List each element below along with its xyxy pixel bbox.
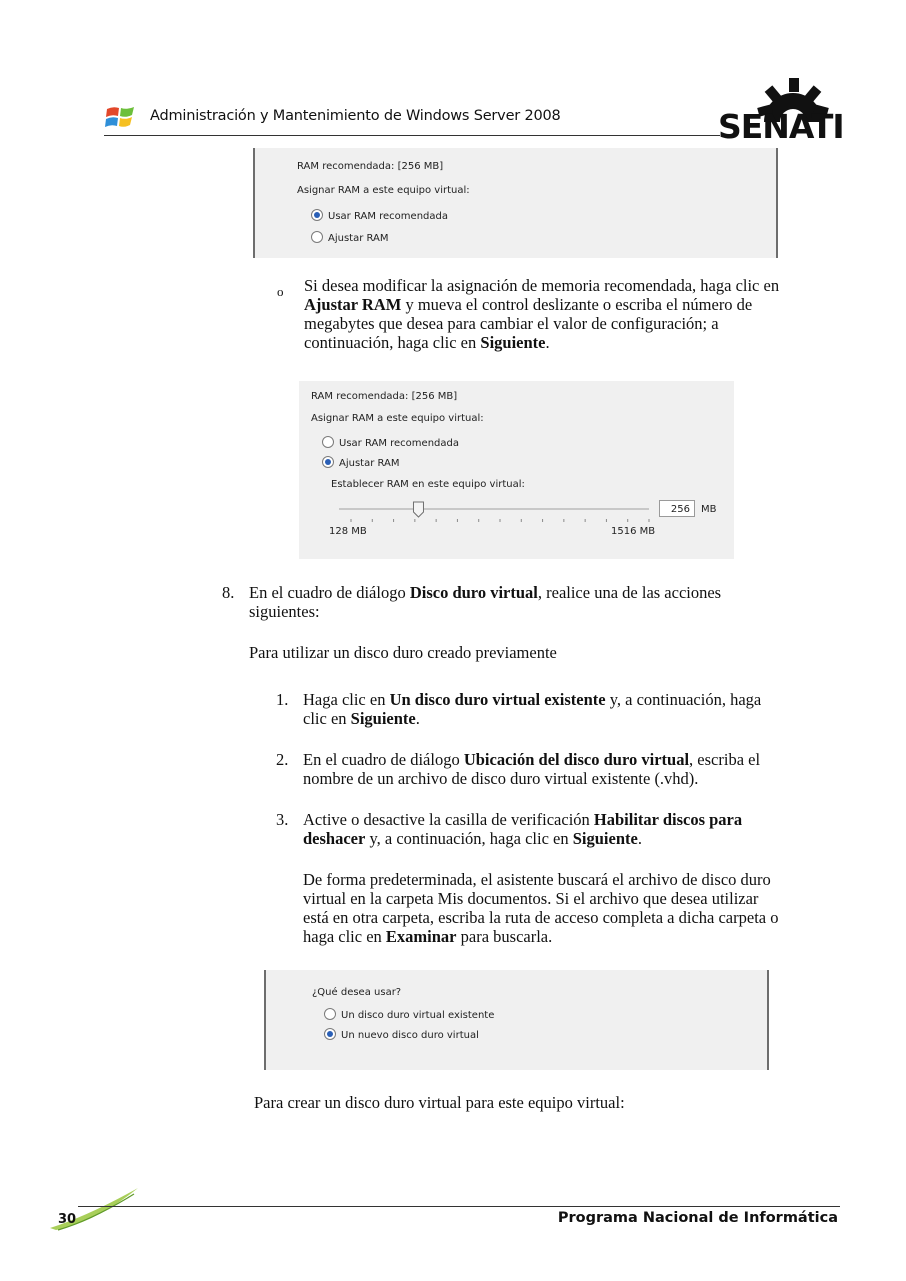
step-8-number: 8. bbox=[222, 583, 235, 602]
radio-selected-icon bbox=[311, 209, 323, 221]
page-number: 30 bbox=[58, 1212, 77, 1227]
ram-dialog-adjust bbox=[299, 381, 734, 559]
radio-unselected-icon bbox=[324, 1008, 336, 1020]
adjust-ram-paragraph: Si desea modificar la asignación de memoria recomendada, haga clic en Ajustar RAM y mueva el control deslizante o escriba el número de megabytes que desea para cambiar el valor de configuración; a continuación, haga clic en Siguiente. bbox=[304, 276, 780, 352]
panel-border-right bbox=[767, 970, 769, 1070]
step-8-text: En el cuadro de diálogo Disco duro virtual, realice una de las acciones siguientes: bbox=[249, 583, 722, 621]
radio-selected-icon bbox=[322, 456, 334, 468]
assign-ram-label: Asignar RAM a este equipo virtual: bbox=[311, 413, 484, 424]
create-disk-heading: Para crear un disco duro virtual para este equipo virtual: bbox=[254, 1093, 625, 1112]
slider-max-label: 1516 MB bbox=[611, 526, 656, 537]
ram-recommended-label: RAM recomendada: [256 MB] bbox=[311, 391, 458, 402]
ram-unit-label: MB bbox=[701, 504, 717, 515]
radio-selected-icon bbox=[324, 1028, 336, 1040]
sub-step-1-text: Haga clic en Un disco duro virtual existente y, a continuación, haga clic en Siguiente. bbox=[303, 690, 762, 728]
default-folder-paragraph: De forma predeterminada, el asistente buscará el archivo de disco duro virtual en la carpeta Mis documentos. Si el archivo que desea utilizar está en otra carpeta, escriba la ruta de acceso completa a dicha carpeta o haga clic en Examinar para buscarla. bbox=[303, 870, 779, 946]
windows-logo-icon bbox=[104, 103, 138, 131]
header-title: Administración y Mantenimiento de Windows Server 2008 bbox=[150, 108, 561, 124]
disk-choice-dialog bbox=[264, 970, 769, 1070]
radio-new-disk[interactable]: Un nuevo disco duro virtual bbox=[324, 1028, 479, 1041]
slider-min-label: 128 MB bbox=[329, 526, 367, 537]
footer-rule bbox=[78, 1206, 840, 1207]
bullet-marker: o bbox=[277, 284, 284, 299]
ram-value-input[interactable]: 256 bbox=[659, 500, 695, 517]
footer-program-name: Programa Nacional de Informática bbox=[557, 1210, 838, 1226]
sub-step-3-text: Active o desactive la casilla de verificación Habilitar discos para deshacer y, a continuación, haga clic en Siguiente. bbox=[303, 810, 743, 848]
assign-ram-label: Asignar RAM a este equipo virtual: bbox=[297, 185, 470, 196]
sub-step-3-number: 3. bbox=[276, 810, 289, 829]
sub-step-1-number: 1. bbox=[276, 690, 289, 709]
sub-step-2-text: En el cuadro de diálogo Ubicación del disco duro virtual, escriba el nombre de un archivo de disco duro virtual existente (.vhd). bbox=[303, 750, 761, 788]
radio-use-recommended[interactable]: Usar RAM recomendada bbox=[322, 436, 459, 449]
ram-dialog-recommended bbox=[253, 148, 778, 258]
disk-question-label: ¿Qué desea usar? bbox=[312, 987, 402, 998]
ram-slider[interactable] bbox=[339, 499, 659, 529]
radio-use-recommended[interactable]: Usar RAM recomendada bbox=[311, 209, 448, 222]
panel-border-left bbox=[253, 148, 255, 258]
radio-adjust-ram[interactable]: Ajustar RAM bbox=[311, 231, 389, 244]
ram-recommended-label: RAM recomendada: [256 MB] bbox=[297, 161, 444, 172]
panel-border-right bbox=[776, 148, 778, 258]
radio-adjust-ram[interactable]: Ajustar RAM bbox=[322, 456, 400, 469]
slider-ticks bbox=[351, 519, 649, 522]
radio-existing-disk[interactable]: Un disco duro virtual existente bbox=[324, 1008, 494, 1021]
senati-wordmark: SENATI bbox=[718, 107, 844, 146]
slider-thumb[interactable] bbox=[413, 502, 423, 517]
radio-unselected-icon bbox=[311, 231, 323, 243]
set-ram-label: Establecer RAM en este equipo virtual: bbox=[331, 479, 525, 490]
radio-unselected-icon bbox=[322, 436, 334, 448]
header-rule bbox=[104, 135, 720, 136]
existing-disk-subheading: Para utilizar un disco duro creado previamente bbox=[249, 643, 557, 662]
sub-step-2-number: 2. bbox=[276, 750, 289, 769]
panel-border-left bbox=[264, 970, 266, 1070]
